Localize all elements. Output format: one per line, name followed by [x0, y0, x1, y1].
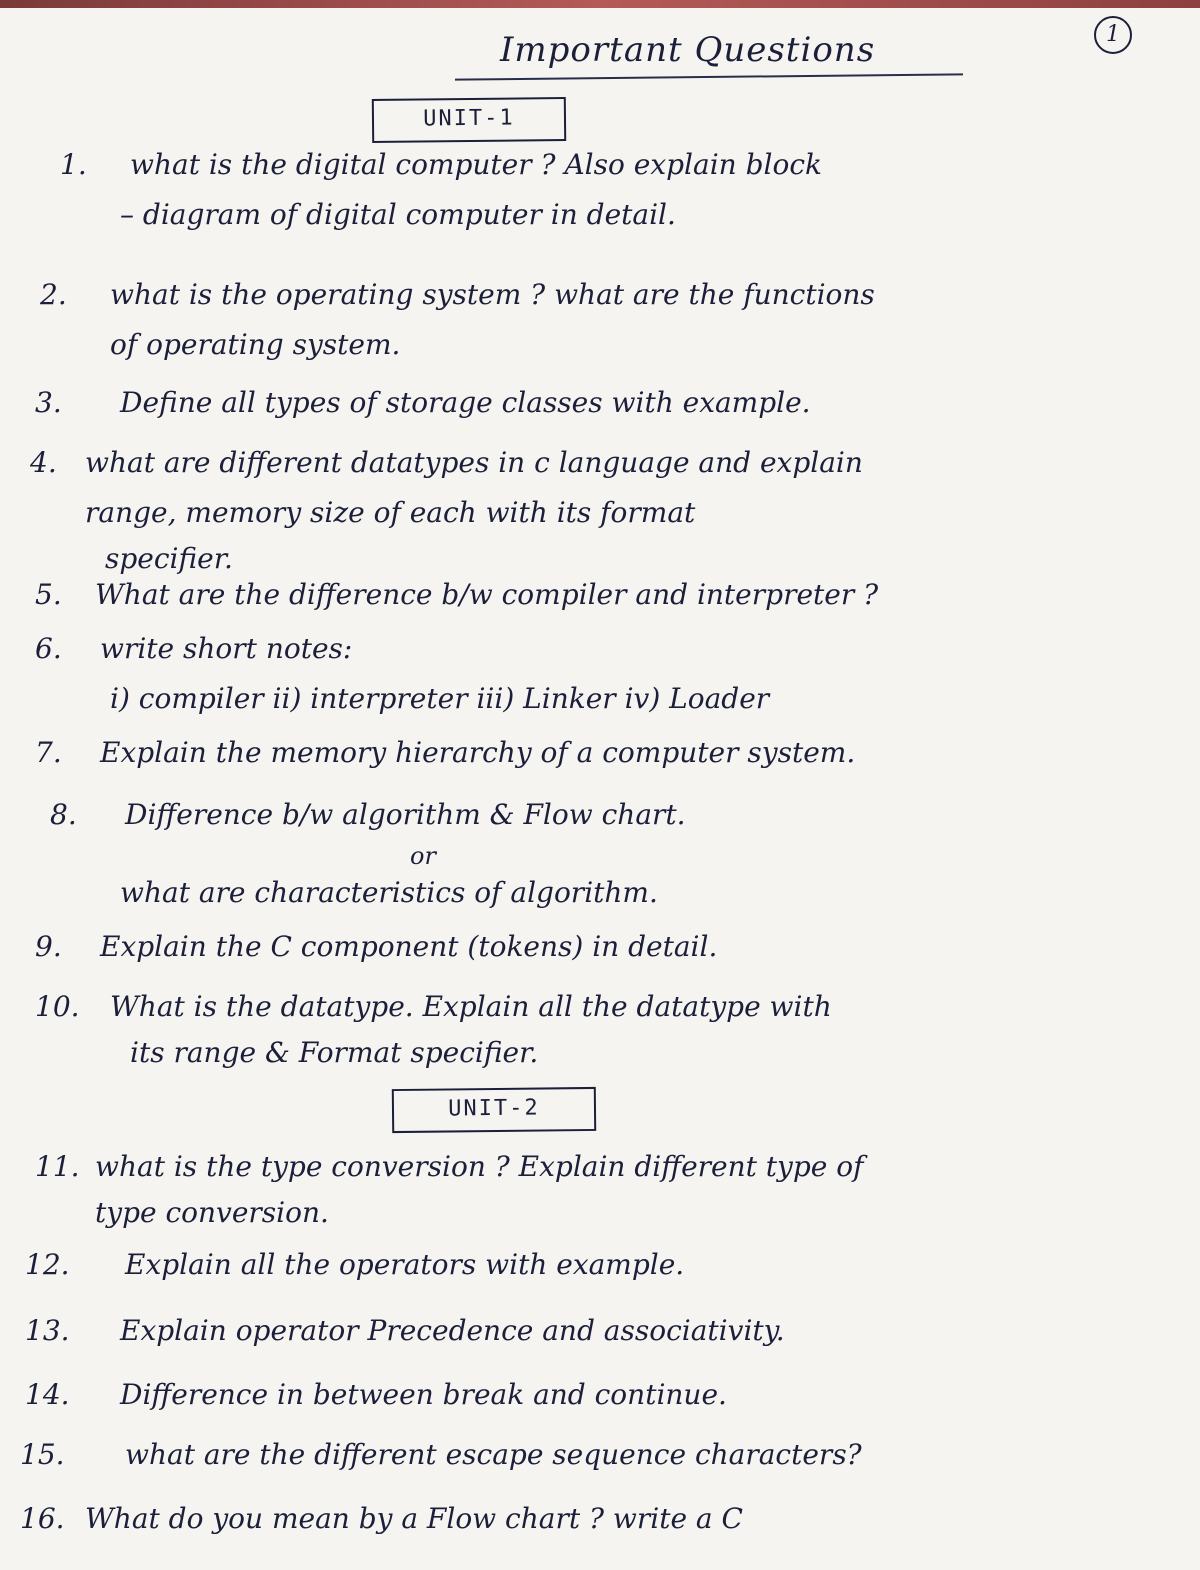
question-line: specifier.	[105, 542, 233, 575]
question-number: 14.	[25, 1378, 70, 1411]
question-line: Explain operator Precedence and associativity.	[120, 1314, 785, 1347]
question-line: Explain all the operators with example.	[125, 1248, 685, 1281]
question-number: 12.	[25, 1248, 70, 1281]
unit-2-heading: UNIT-2	[392, 1087, 596, 1133]
question-line: What are the difference b/w compiler and interpreter ?	[95, 578, 879, 611]
question-number: 9.	[35, 930, 62, 963]
question-number: 5.	[35, 578, 62, 611]
question-line: Difference in between break and continue.	[120, 1378, 727, 1411]
question-line: or	[410, 842, 436, 870]
question-number: 1.	[60, 148, 87, 181]
question-number: 10.	[35, 990, 80, 1023]
question-line: range, memory size of each with its format	[85, 496, 696, 529]
question-line: what is the type conversion ? Explain different type of	[95, 1150, 864, 1183]
question-line: Difference b/w algorithm & Flow chart.	[125, 798, 686, 831]
question-line: what is the digital computer ? Also explain block	[130, 148, 822, 181]
question-number: 6.	[35, 632, 62, 665]
question-line: what is the operating system ? what are the functions	[110, 278, 875, 311]
question-line: of operating system.	[110, 328, 401, 361]
question-number: 4.	[30, 446, 57, 479]
question-number: 8.	[50, 798, 77, 831]
question-line: i) compiler ii) interpreter iii) Linker iv) Loader	[110, 682, 770, 715]
page-title: Important Questions	[500, 30, 876, 70]
page-number-badge: 1	[1094, 16, 1132, 54]
question-line: What do you mean by a Flow chart ? write a C	[85, 1502, 743, 1535]
top-edge-band	[0, 0, 1200, 8]
question-line: what are different datatypes in c language and explain	[85, 446, 863, 479]
question-line: What is the datatype. Explain all the datatype with	[110, 990, 832, 1023]
question-line: Explain the memory hierarchy of a computer system.	[100, 736, 856, 769]
title-underline	[455, 73, 963, 80]
question-line: type conversion.	[95, 1196, 329, 1229]
question-number: 16.	[20, 1502, 65, 1535]
question-number: 2.	[40, 278, 67, 311]
question-line: what are the different escape sequence characters?	[125, 1438, 862, 1471]
question-number: 3.	[35, 386, 62, 419]
question-line: write short notes:	[100, 632, 353, 665]
question-line: – diagram of digital computer in detail.	[120, 198, 676, 231]
question-number: 7.	[35, 736, 62, 769]
question-line: its range & Format specifier.	[130, 1036, 539, 1069]
question-line: Define all types of storage classes with example.	[120, 386, 811, 419]
notebook-page	[0, 8, 1200, 1570]
unit-1-heading: UNIT-1	[372, 97, 566, 143]
question-number: 15.	[20, 1438, 65, 1471]
question-line: Explain the C component (tokens) in detail.	[100, 930, 718, 963]
question-number: 11.	[35, 1150, 80, 1183]
question-number: 13.	[25, 1314, 70, 1347]
question-line: what are characteristics of algorithm.	[120, 876, 658, 909]
